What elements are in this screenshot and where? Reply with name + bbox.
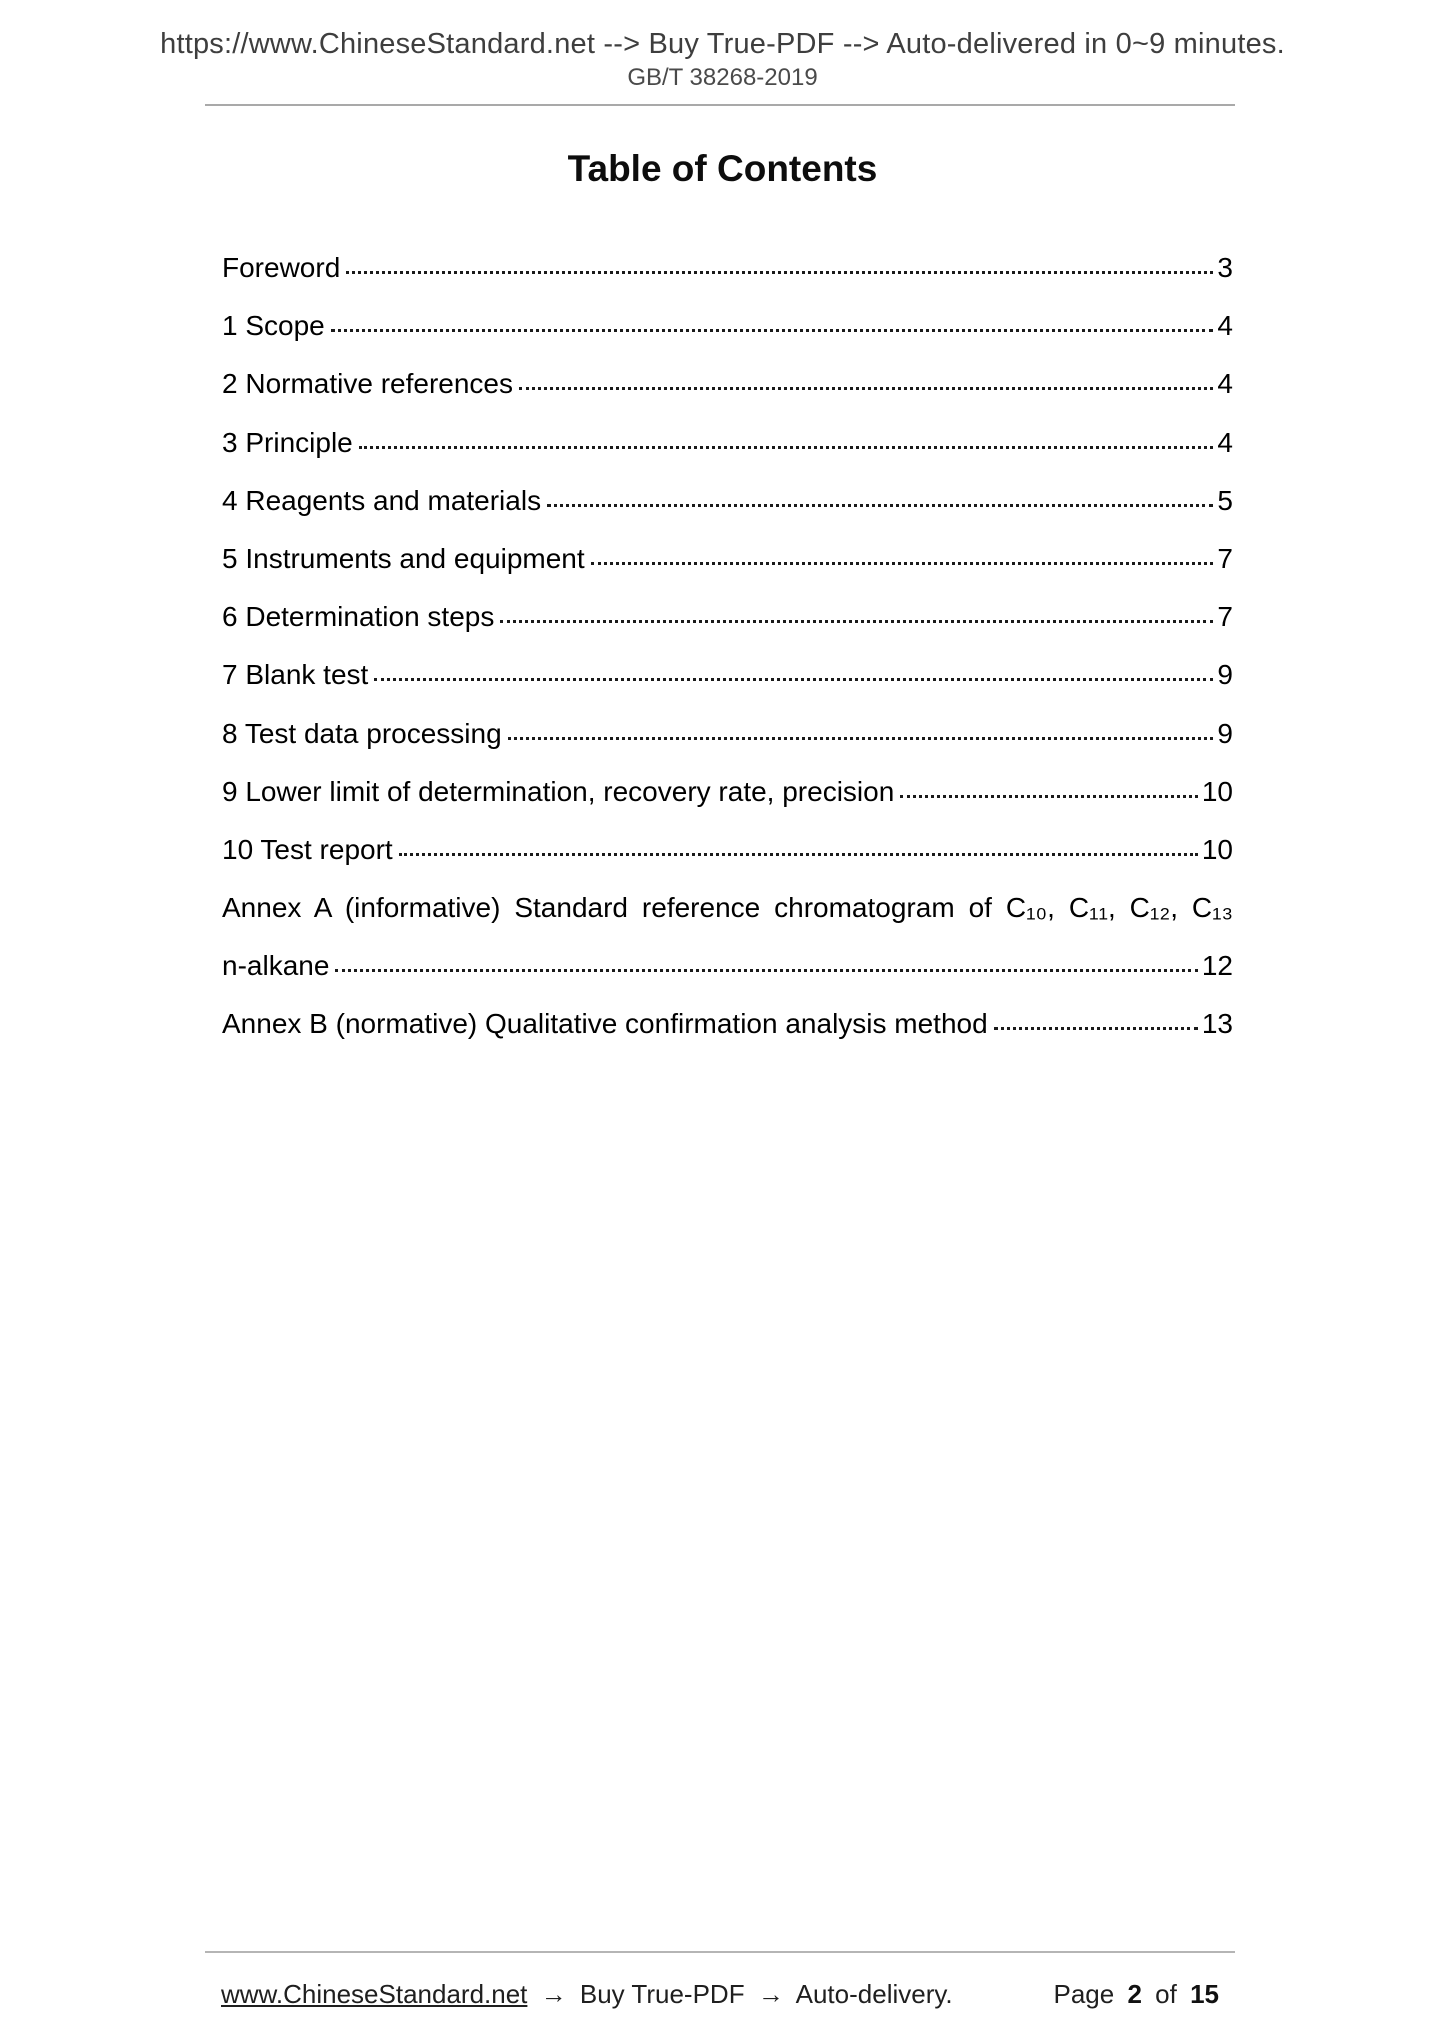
- toc-dot-leader: [359, 446, 1214, 449]
- toc-entry-label: Foreword: [222, 252, 341, 283]
- toc-entry: [222, 252, 1233, 284]
- toc-dot-leader: [346, 271, 1213, 274]
- toc-entry: [222, 892, 1233, 924]
- toc-entry-label: 3 Principle: [222, 426, 353, 458]
- toc-dot-leader: [500, 620, 1213, 623]
- toc-entry-page: 4: [1217, 310, 1233, 342]
- toc-entry-page: 7: [1217, 542, 1233, 574]
- toc-entry-page: 9: [1217, 659, 1233, 691]
- footer-buy-text: Buy True-PDF: [579, 1979, 745, 2009]
- toc-dot-leader: [335, 969, 1197, 972]
- toc-entry: [222, 834, 1233, 866]
- footer-site-link[interactable]: www.ChineseStandard.net: [221, 1979, 528, 2009]
- toc-entry-label: 4 Reagents and materials: [222, 484, 542, 516]
- footer-left-text: [221, 1979, 959, 2010]
- toc-entry-page: 4: [1217, 368, 1233, 400]
- page-current: 2: [1127, 1979, 1142, 2009]
- toc-entry-label: 7 Blank test: [222, 659, 369, 691]
- toc-entry-label: n-alkane: [222, 950, 330, 982]
- toc-entry-label: 1 Scope: [222, 310, 325, 342]
- toc-dot-leader: [399, 853, 1198, 856]
- toc-entry: [222, 543, 1233, 575]
- page-header: [0, 0, 1445, 106]
- page-indicator: [1047, 1979, 1219, 2010]
- header-url-text: https://www.ChineseStandard.net --> Buy True-PDF --> Auto-delivered in 0~9 minutes.: [160, 28, 1285, 60]
- toc-entry-page: 5: [1217, 484, 1233, 516]
- toc-entry-page: 9: [1217, 717, 1233, 749]
- page-label: Page: [1053, 1979, 1115, 2009]
- toc-dot-leader: [994, 1027, 1198, 1030]
- of-label: of: [1155, 1979, 1177, 2009]
- page-title: Table of Contents: [567, 148, 878, 189]
- arrow-icon: →: [540, 1979, 567, 2009]
- toc-entry-page: 3: [1217, 252, 1233, 283]
- toc-entry-page: 4: [1217, 426, 1233, 458]
- toc-entry-label: 5 Instruments and equipment: [222, 542, 585, 574]
- toc-entry-label: 2 Normative references: [222, 368, 514, 400]
- footer-delivery-text: Auto-delivery.: [795, 1979, 953, 2009]
- header-doc-number: GB/T 38268-2019: [627, 64, 818, 91]
- header-divider: [205, 104, 1235, 106]
- toc-entry-page: 13: [1201, 1008, 1233, 1040]
- page-footer: [205, 1951, 1235, 2010]
- toc-entry: [222, 659, 1233, 691]
- toc-dot-leader: [508, 737, 1214, 740]
- toc-dot-leader: [374, 678, 1213, 681]
- toc-entry-label: Annex B (normative) Qualitative confirmation analysis method: [222, 1008, 988, 1040]
- toc-entry-page: 10: [1201, 775, 1233, 807]
- toc-entry: [222, 368, 1233, 400]
- toc-dot-leader: [331, 329, 1214, 332]
- toc-entry: [222, 485, 1233, 517]
- toc-entry-label: 6 Determination steps: [222, 601, 495, 633]
- toc-entry: [222, 776, 1233, 808]
- toc-entry-page: 10: [1201, 833, 1233, 865]
- toc-dot-leader: [519, 387, 1213, 390]
- toc-entry: [222, 601, 1233, 633]
- toc-entry: [222, 427, 1233, 459]
- toc-dot-leader: [900, 795, 1198, 798]
- toc-entry: [222, 718, 1233, 750]
- table-of-contents: [222, 252, 1233, 1041]
- toc-entry-label: Annex A (informative) Standard reference chromatogram of C₁₀, C₁₁, C₁₂, C₁₃: [222, 892, 1233, 924]
- toc-entry-label: 9 Lower limit of determination, recovery rate, precision: [222, 775, 895, 807]
- toc-entry: [222, 1008, 1233, 1040]
- arrow-icon: →: [757, 1979, 784, 2009]
- toc-entry: [222, 950, 1233, 982]
- toc-dot-leader: [547, 504, 1213, 507]
- toc-entry-page: 7: [1217, 601, 1233, 633]
- footer-divider: [205, 1951, 1235, 1953]
- toc-dot-leader: [591, 562, 1214, 565]
- toc-entry-label: 10 Test report: [222, 833, 393, 865]
- toc-entry: [222, 310, 1233, 342]
- toc-entry-page: 12: [1201, 950, 1233, 982]
- toc-entry-label: 8 Test data processing: [222, 717, 502, 749]
- page-total: 15: [1190, 1979, 1219, 2009]
